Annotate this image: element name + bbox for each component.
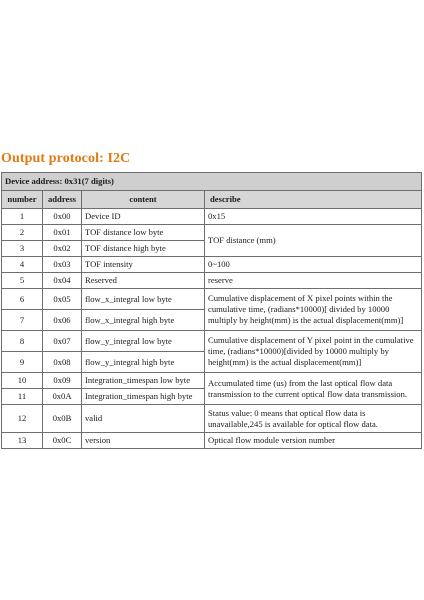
cell-address: 0x09	[43, 373, 82, 389]
cell-number: 2	[2, 225, 43, 241]
cell-number: 4	[2, 257, 43, 273]
cell-number: 3	[2, 241, 43, 257]
cell-number: 13	[2, 433, 43, 449]
cell-content: Integration_timespan high byte	[82, 389, 205, 405]
column-header-row	[2, 191, 422, 209]
cell-content: flow_y_integral high byte	[82, 352, 205, 373]
cell-number: 5	[2, 273, 43, 289]
cell-content: flow_x_integral low byte	[82, 289, 205, 310]
cell-number: 12	[2, 405, 43, 433]
cell-describe: 0~100	[205, 257, 422, 273]
cell-content: flow_x_integral high byte	[82, 310, 205, 331]
column-header-describe: describe	[205, 191, 422, 209]
cell-content: TOF distance low byte	[82, 225, 205, 241]
cell-address: 0x05	[43, 289, 82, 310]
cell-number: 9	[2, 352, 43, 373]
cell-address: 0x00	[43, 209, 82, 225]
cell-number: 6	[2, 289, 43, 310]
cell-address: 0x08	[43, 352, 82, 373]
table-row	[2, 373, 422, 389]
table-row	[2, 257, 422, 273]
cell-describe: Optical flow module version number	[205, 433, 422, 449]
protocol-table	[1, 172, 422, 449]
table-row	[2, 289, 422, 310]
cell-content: Integration_timespan low byte	[82, 373, 205, 389]
cell-content: Device ID	[82, 209, 205, 225]
table-row	[2, 225, 422, 241]
column-header-address: address	[43, 191, 82, 209]
cell-address: 0x04	[43, 273, 82, 289]
cell-number: 1	[2, 209, 43, 225]
cell-number: 8	[2, 331, 43, 352]
cell-address: 0x07	[43, 331, 82, 352]
cell-describe: TOF distance (mm)	[205, 225, 422, 257]
cell-number: 10	[2, 373, 43, 389]
cell-address: 0x0A	[43, 389, 82, 405]
table-row	[2, 209, 422, 225]
cell-describe: Status value: 0 means that optical flow data is unavailable,245 is available for optical flow data.	[205, 405, 422, 433]
cell-number: 7	[2, 310, 43, 331]
cell-address: 0x0B	[43, 405, 82, 433]
table-row	[2, 331, 422, 352]
cell-describe: Cumulative displacement of X pixel points within the cumulative time, (radians*10000)[ divided by 10000 multiply by height(mm) is the actual displacement(mm)]	[205, 289, 422, 331]
cell-describe: reserve	[205, 273, 422, 289]
cell-content: valid	[82, 405, 205, 433]
cell-describe: 0x15	[205, 209, 422, 225]
cell-content: TOF intensity	[82, 257, 205, 273]
column-header-number: number	[2, 191, 43, 209]
cell-describe: Cumulative displacement of Y pixel point in the cumulative time, (radians*10000)[divided by 10000 multiply by height(mm) is the actual displacement(mm)]	[205, 331, 422, 373]
cell-address: 0x02	[43, 241, 82, 257]
cell-content: flow_y_integral low byte	[82, 331, 205, 352]
cell-content: Reserved	[82, 273, 205, 289]
cell-address: 0x06	[43, 310, 82, 331]
table-row	[2, 405, 422, 433]
cell-content: TOF distance high byte	[82, 241, 205, 257]
cell-address: 0x0C	[43, 433, 82, 449]
table-row	[2, 433, 422, 449]
device-address: Device address: 0x31(7 digits)	[2, 173, 422, 191]
cell-describe: Accumulated time (us) from the last optical flow data transmission to the current optical flow data transmission.	[205, 373, 422, 405]
column-header-content: content	[82, 191, 205, 209]
cell-number: 11	[2, 389, 43, 405]
cell-content: version	[82, 433, 205, 449]
page-title: Output protocol: I2C	[1, 151, 131, 166]
device-address-row	[2, 173, 422, 191]
table-row	[2, 273, 422, 289]
cell-address: 0x03	[43, 257, 82, 273]
cell-address: 0x01	[43, 225, 82, 241]
